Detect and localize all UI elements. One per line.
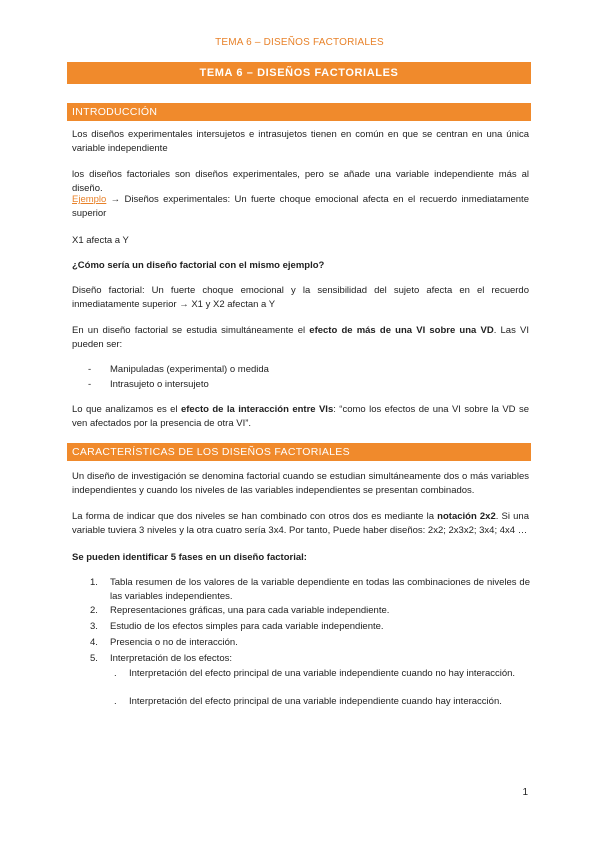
vi-text-b: . Las VI pueden ser: [72, 325, 529, 350]
factorial-paragraph: Diseño factorial: Un fuerte choque emocional y la sensibilidad del sujeto afecta en el recuerdo inmediatamente superior → X1 y X2 afectan a Y [72, 285, 529, 310]
notation-text-a: La forma de indicar que dos niveles se han combinado con otros dos es mediante la [72, 511, 438, 522]
x1-line: X1 afecta a Y [72, 235, 129, 246]
list-item: 5. Interpretación de los efectos: [90, 653, 232, 664]
intro-paragraph-2: los diseños factoriales son diseños experimentales, pero se añade una variable independiente más al diseño. [72, 169, 529, 194]
inter-text-a: Lo que analizamos es el [72, 404, 181, 415]
vi-text-a: En un diseño factorial se estudia simultáneamente el [72, 325, 310, 336]
notation-text-b: . Si una variable tuviera 3 niveles y la otra cuatro sería 3x4. Por tanto, Puede haber diseños: 2x2; 2x3x2; 3x4; 4x4 … [72, 511, 530, 536]
fases-heading: Se pueden identificar 5 fases en un diseño factorial: [72, 552, 307, 563]
caract-paragraph-2 [72, 510, 529, 538]
ejemplo-paragraph [72, 193, 529, 221]
page-number: 1 [522, 787, 528, 798]
notation-text-bold: notación 2x2 [437, 511, 496, 522]
fases-list [90, 576, 530, 668]
interaction-paragraph [72, 403, 529, 431]
vi-paragraph [72, 324, 529, 352]
inter-text-b: : “como los efectos de una VI sobre la VD se ven afectados por la presencia de otra VI”. [72, 404, 529, 429]
page-title: TEMA 6 – DISEÑOS FACTORIALES [67, 62, 531, 84]
list-item: 1. Tabla resumen de los valores de la variable dependiente en todas las combinaciones de niveles de las variables independientes. [90, 577, 530, 602]
section-heading-introduccion: INTRODUCCIÓN [67, 103, 531, 121]
ejemplo-link[interactable]: Ejemplo [72, 194, 107, 205]
sub-list-item: . Interpretación del efecto principal de una variable independiente cuando no hay interacción. [114, 668, 516, 679]
ejemplo-text: → Diseños experimentales: Un fuerte choque emocional afecta en el recuerdo inmediatamente superior [72, 194, 529, 219]
running-header: TEMA 6 – DISEÑOS FACTORIALES [215, 37, 384, 48]
list-item: - Intrasujeto o intersujeto [88, 379, 209, 390]
vi-type-list [88, 362, 269, 392]
question-line: ¿Cómo sería un diseño factorial con el mismo ejemplo? [72, 260, 325, 271]
vi-text-bold: efecto de más de una VI sobre una VD [309, 325, 494, 336]
list-item: 3. Estudio de los efectos simples para cada variable independiente. [90, 621, 384, 632]
list-item: - Manipuladas (experimental) o medida [88, 364, 269, 375]
sub-list-item: . Interpretación del efecto principal de una variable independiente cuando hay interacción. [114, 696, 502, 707]
list-item: 2. Representaciones gráficas, una para cada variable independiente. [90, 605, 390, 616]
intro-paragraph-1: Los diseños experimentales intersujetos e intrasujetos tienen en común en que se centran en una única variable independiente [72, 129, 529, 154]
inter-text-bold: efecto de la interacción entre VIs [180, 404, 334, 415]
caract-paragraph-1: Un diseño de investigación se denomina factorial cuando se estudian simultáneamente dos o más variables independientes y cuando los niveles de las variables independientes se presentan combinados. [72, 471, 529, 496]
section-heading-caracteristicas: CARACTERÍSTICAS DE LOS DISEÑOS FACTORIALES [67, 443, 531, 461]
list-item: 4. Presencia o no de interacción. [90, 637, 238, 648]
